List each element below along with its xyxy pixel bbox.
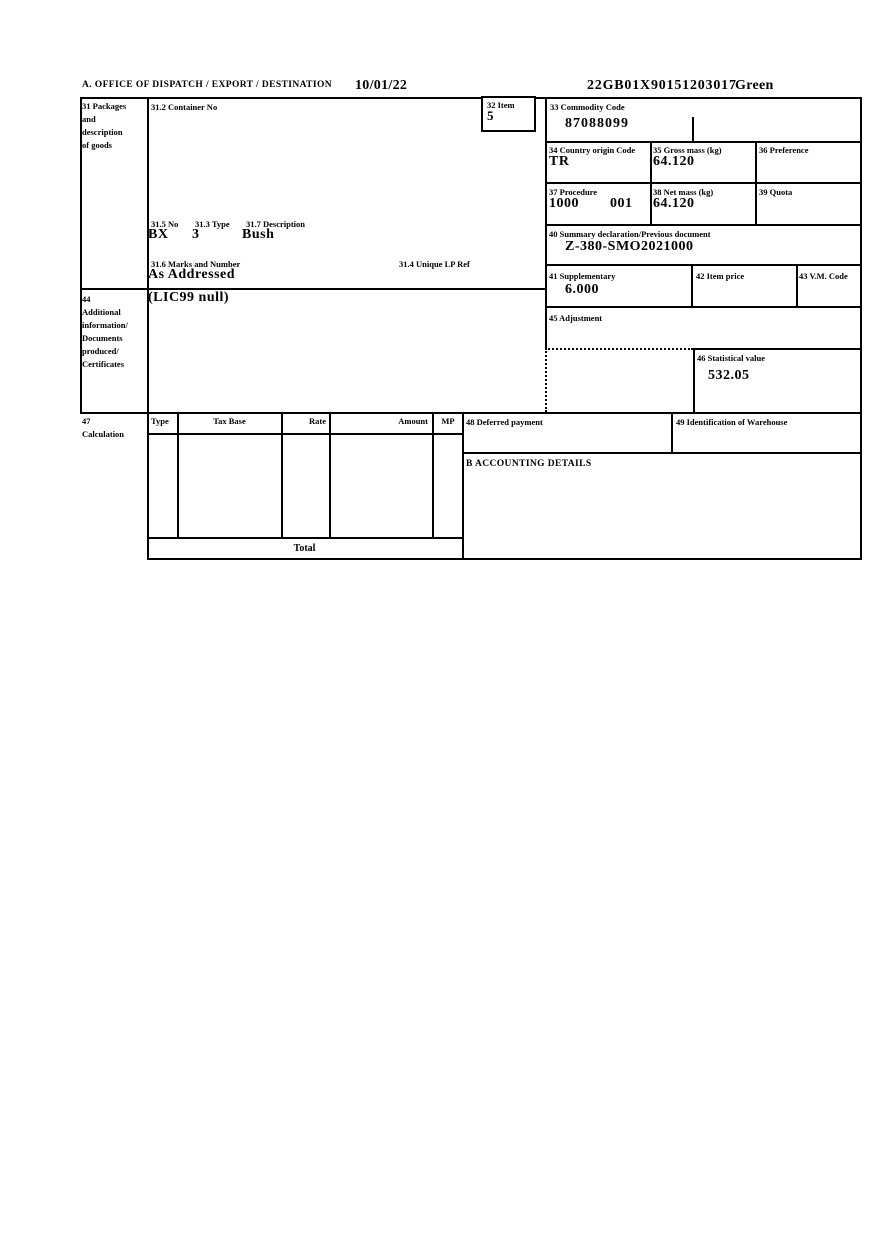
box-41-supplementary-value: 6.000 — [565, 282, 599, 297]
border-line — [545, 97, 547, 350]
border-line — [545, 306, 862, 308]
routing-status: Green — [735, 78, 774, 93]
border-line — [650, 141, 652, 226]
box-43-vm-code-label: 43 V.M. Code — [799, 271, 848, 281]
box-35-gross-mass-value: 64.120 — [653, 154, 695, 169]
border-line — [462, 452, 862, 454]
border-line — [545, 182, 862, 184]
border-line — [545, 264, 862, 266]
box-31-7-description-value: Bush — [242, 227, 275, 242]
border-line — [147, 537, 464, 539]
office-of-dispatch-heading: A. OFFICE OF DISPATCH / EXPORT / DESTINATION — [82, 80, 333, 90]
border-line — [147, 433, 464, 435]
box-35-gross-mass-label: 35 Gross mass (kg) — [653, 145, 722, 155]
box-31-4-unique-lp-ref-label: 31.4 Unique LP Ref — [399, 259, 470, 269]
border-line — [796, 264, 798, 308]
box-37-procedure-value-2: 001 — [610, 196, 633, 211]
box-34-country-origin-value: TR — [549, 154, 570, 169]
calc-header-type: Type — [151, 416, 169, 426]
box-40-summary-declaration-value: Z-380-SMO2021000 — [565, 239, 694, 254]
border-line — [80, 97, 862, 99]
box-41-supplementary-label: 41 Supplementary — [549, 271, 616, 281]
border-line — [693, 348, 862, 350]
box-44-additional-info-value: (LIC99 null) — [148, 290, 230, 305]
box-31-5-no-label: 31.5 No — [151, 219, 179, 229]
box-38-net-mass-label: 38 Net mass (kg) — [653, 187, 714, 197]
box-45-adjustment-label: 45 Adjustment — [549, 313, 603, 323]
border-line — [147, 558, 862, 560]
box-31-7-description-label: 31.7 Description — [246, 219, 306, 229]
border-line — [671, 412, 673, 454]
box-44-additional-info-label: 44 Additional information/ Documents produced/ Certificates — [82, 294, 128, 369]
box-37-procedure-label: 37 Procedure — [549, 187, 598, 197]
box-31-6-marks-label: 31.6 Marks and Number — [151, 259, 241, 269]
border-line — [545, 141, 862, 143]
border-line — [329, 412, 331, 539]
box-39-quota-label: 39 Quota — [759, 187, 793, 197]
box-46-statistical-value-value: 532.05 — [708, 368, 750, 383]
declaration-date: 10/01/22 — [355, 78, 408, 93]
box-37-procedure-value-1: 1000 — [549, 196, 579, 211]
border-line — [545, 224, 862, 226]
border-line — [281, 412, 283, 539]
calc-header-amount: Amount — [398, 416, 428, 426]
calc-header-rate: Rate — [309, 416, 326, 426]
calc-total-label: Total — [293, 543, 316, 554]
box-33-commodity-code-label: 33 Commodity Code — [550, 102, 625, 112]
border-line — [177, 412, 179, 539]
box-31-2-container-no-label: 31.2 Container No — [151, 102, 218, 112]
box-34-country-origin-label: 34 Country origin Code — [549, 145, 636, 155]
box-32-item-value: 5 — [487, 108, 494, 123]
box-40-summary-declaration-label: 40 Summary declaration/Previous document — [549, 229, 711, 239]
box-46-statistical-value-label: 46 Statistical value — [697, 353, 765, 363]
accounting-details-heading: B ACCOUNTING DETAILS — [466, 459, 592, 469]
border-line — [860, 97, 862, 560]
border-line — [80, 412, 862, 414]
dotted-border-line — [545, 348, 693, 350]
border-line — [432, 412, 434, 539]
box-31-3-type-label: 31.3 Type — [195, 219, 230, 229]
box-31-packages-label: 31 Packages and description of goods — [82, 101, 127, 150]
border-line — [691, 264, 693, 308]
declaration-reference-number: 22GB01X90151203017 — [587, 78, 737, 93]
box-31-5-no-value: BX — [148, 227, 169, 242]
box-33-commodity-code-value: 87088099 — [565, 116, 629, 131]
box-31-3-type-value: 3 — [192, 227, 200, 242]
box-49-warehouse-label: 49 Identification of Warehouse — [676, 417, 788, 427]
box-47-calculation-label: 47 Calculation — [82, 416, 125, 439]
dotted-border-line — [545, 348, 547, 412]
border-line — [755, 141, 757, 226]
border-line — [462, 412, 464, 560]
border-line — [693, 348, 695, 414]
box-32-item-label: 32 Item — [487, 100, 515, 110]
box-32-item — [481, 96, 536, 132]
calc-header-tax-base: Tax Base — [213, 416, 246, 426]
box-42-item-price-label: 42 Item price — [696, 271, 745, 281]
calc-header-mp: MP — [441, 416, 455, 426]
box-31-6-marks-value: As Addressed — [148, 267, 236, 282]
box-48-deferred-payment-label: 48 Deferred payment — [466, 417, 543, 427]
box-38-net-mass-value: 64.120 — [653, 196, 695, 211]
border-line — [147, 97, 149, 560]
box-36-preference-label: 36 Preference — [759, 145, 809, 155]
commodity-code-subdivision-line — [692, 117, 694, 143]
